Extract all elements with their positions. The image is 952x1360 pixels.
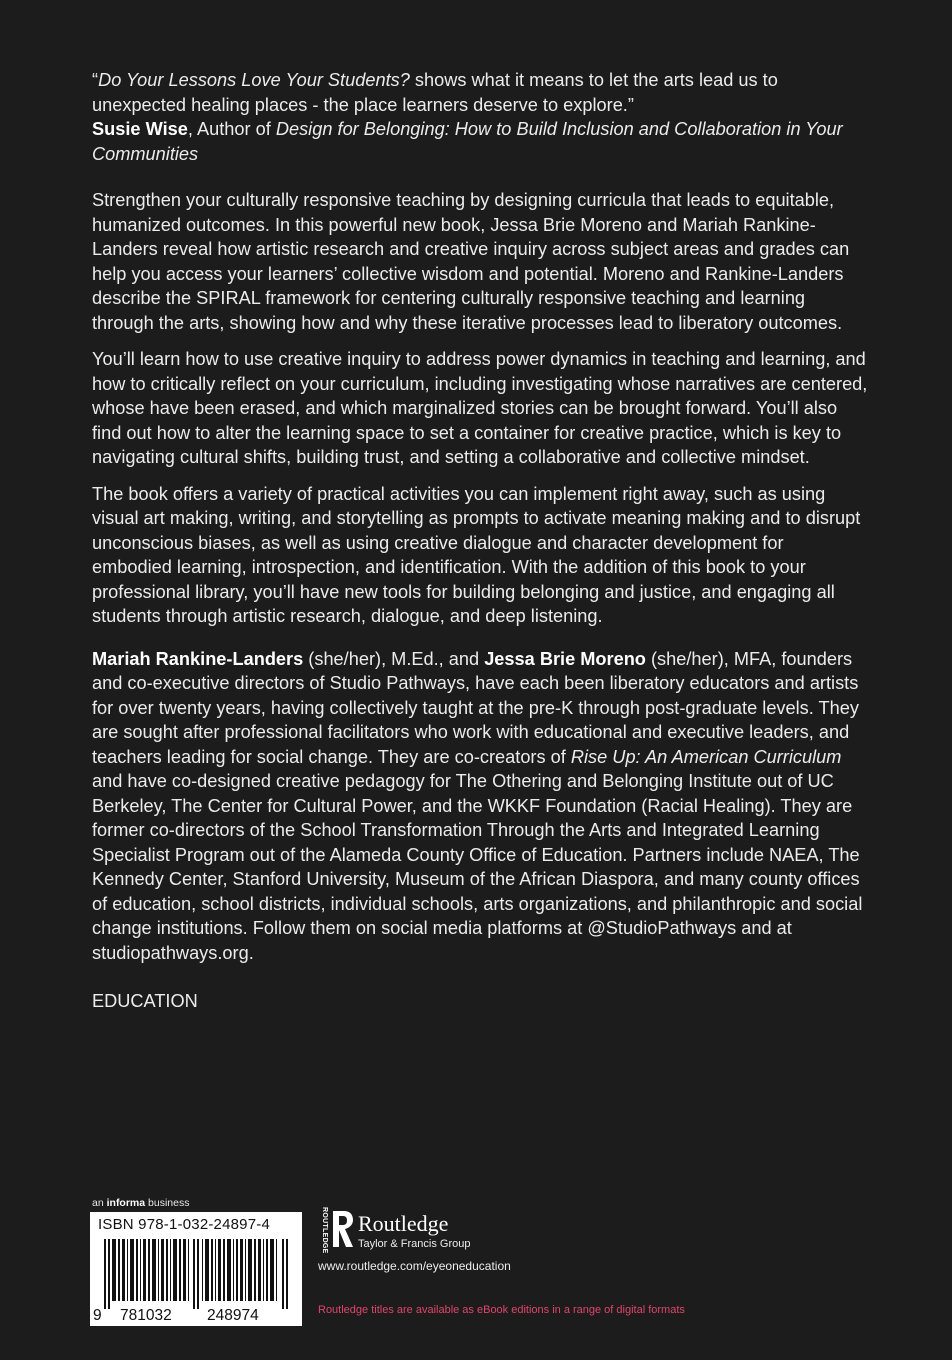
quote-text: shows what it means to let the arts lead us to unexpected healing places - the place learners deserve to explore.”: [92, 70, 778, 115]
bio-author-1: Mariah Rankine-Landers: [92, 648, 304, 669]
bio-book-title: Rise Up: An American Curriculum: [570, 746, 842, 767]
description-paragraph-2: You’ll learn how to use creative inquiry to address power dynamics in teaching and learning, and how to critically reflect on your curriculum, including investigating whose narratives are centered, whose have been erased, and which marginalized stories can be brought forward. You’ll also find out how to alter the learning space to set a container for creative practice, which is key to navigating cultural shifts, building trust, and setting a collaborative and collective mindset.: [92, 349, 868, 467]
barcode-bars: [104, 1239, 290, 1309]
informa-word: informa: [106, 1197, 146, 1209]
bio-text-2: (she/her), MFA, founders and co-executive directors of Studio Pathways, have each been liberatory educators and artists for over twenty years, having collectively taught at the pre-K through post-graduate levels. They are sought after professional facilitators who work with educational and executive leaders, and teachers leading for social change. They are co-creators of: [92, 648, 859, 767]
taylor-francis-group: Taylor & Francis Group: [358, 1238, 471, 1250]
quote-book-title: Do Your Lessons Love Your Students?: [98, 70, 410, 90]
quote-author-book: Design for Belonging: How to Build Inclusion and Collaboration in Your Communities: [92, 119, 843, 164]
bio-text-3: and have co-designed creative pedagogy for The Othering and Belonging Institute out of UC Berkeley, The Center for Cultural Power, and the WKKF Foundation (Racial Healing). They are former co-directors of the School Transformation Through the Arts and Integrated Learning Specialist Program out of the Alameda County Office of Education. Partners include NAEA, The Kennedy Center, Stanford University, Museum of the African Diaspora, and many county offices of education, school districts, individual schools, arts organizations, and philanthropic and social change institutions. Follow them on social media platforms at @StudioPathways and at studiopathways.org.: [92, 771, 863, 963]
quote-author-role: , Author of: [187, 119, 276, 139]
quote-open-mark: “: [92, 70, 99, 90]
description-paragraph-1: Strengthen your culturally responsive teaching by designing curricula that leads to equitable, humanized outcomes. In this powerful new book, Jessa Brie Moreno and Mariah Rankine-Landers reveal how artistic research and creative inquiry across subject areas and grades can help you access your learners’ collective wisdom and potential. Moreno and Rankine-Landers describe the SPIRAL framework for centering culturally responsive teaching and learning through the arts, showing how and why these iterative processes lead to liberatory outcomes.: [92, 190, 850, 333]
routledge-logo: [318, 1207, 538, 1253]
bio-author-2: Jessa Brie Moreno: [484, 648, 646, 669]
routledge-r-icon: [331, 1209, 355, 1249]
isbn-barcode: [90, 1212, 302, 1326]
bio-text-1: (she/her), M.Ed., and: [303, 648, 485, 669]
isbn-number: ISBN 978-1-032-24897-4: [98, 1216, 271, 1233]
barcode-digit-group-1: 9: [93, 1307, 102, 1324]
description-paragraph-3: The book offers a variety of practical activities you can implement right away, such as using visual art making, writing, and storytelling as prompts to activate meaning making and to disrupt unconscious biases, as well as using creative dialogue and character development for embodied learning, introspection, and identification. With the addition of this book to your professional library, you’ll have new tools for building belonging and justice, and engaging all students through artistic research, dialogue, and deep listening.: [92, 483, 861, 626]
informa-suffix: business: [145, 1197, 190, 1209]
endorsement-quote: [92, 68, 868, 166]
ebook-availability-note: Routledge titles are available as eBook editions in a range of digital formats: [318, 1304, 685, 1316]
back-cover-text: [92, 68, 868, 1014]
informa-business-tag: [92, 1197, 189, 1209]
informa-prefix: an: [92, 1197, 107, 1209]
routledge-vertical-text: ROUTLEDGE: [321, 1207, 328, 1254]
author-bio: [92, 647, 868, 966]
routledge-name: Routledge: [358, 1211, 449, 1236]
quote-author-name: Susie Wise: [92, 119, 188, 139]
publisher-url: www.routledge.com/eyeoneducation: [318, 1259, 511, 1273]
subject-category: EDUCATION: [92, 991, 198, 1011]
barcode-digit-group-3: 248974: [207, 1307, 259, 1324]
barcode-digit-group-2: 781032: [120, 1307, 172, 1324]
